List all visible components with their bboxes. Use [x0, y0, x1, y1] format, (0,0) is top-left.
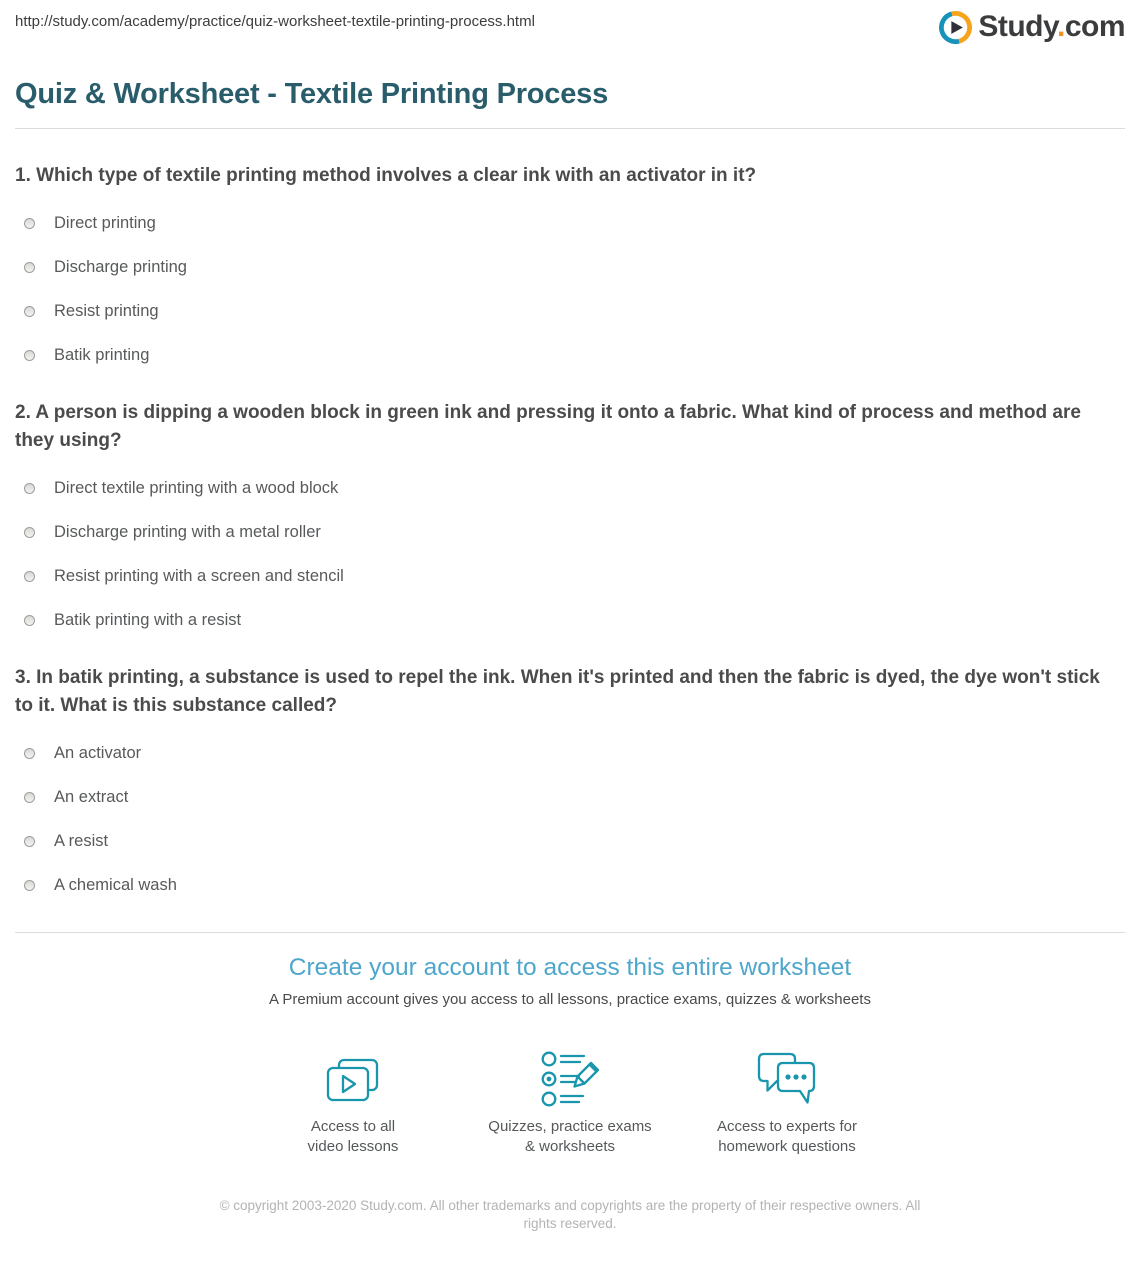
feature-label: Access to all video lessons	[307, 1118, 399, 1155]
play-circle-icon	[939, 11, 972, 44]
radio-button[interactable]	[24, 218, 35, 229]
header	[15, 0, 1125, 44]
radio-button[interactable]	[24, 748, 35, 759]
radio-button[interactable]	[24, 262, 35, 273]
radio-button[interactable]	[24, 836, 35, 847]
video-lessons-icon	[245, 1042, 462, 1108]
answer-option[interactable]: An extract	[15, 786, 1125, 808]
question-2	[15, 399, 1125, 631]
answer-option[interactable]: Batik printing	[15, 344, 1125, 366]
answer-option[interactable]: Resist printing	[15, 300, 1125, 322]
answer-option[interactable]: Discharge printing with a metal roller	[15, 521, 1125, 543]
section-divider	[15, 932, 1125, 933]
radio-button[interactable]	[24, 615, 35, 626]
title-divider	[15, 128, 1125, 129]
signup-section	[15, 954, 1125, 1157]
question-1	[15, 162, 1125, 366]
question-text: 1. Which type of textile printing method involves a clear ink with an activator in it?	[15, 165, 757, 186]
feature-label: Quizzes, practice exams & worksheets	[488, 1118, 652, 1155]
answer-option[interactable]: Batik printing with a resist	[15, 609, 1125, 631]
logo-wordmark: Study.com	[978, 10, 1125, 43]
question-text: 2. A person is dipping a wooden block in green ink and pressing it onto a fabric. What kind of process and method are they using?	[15, 402, 1081, 451]
page-url: http://study.com/academy/practice/quiz-worksheet-textile-printing-process.html	[15, 13, 535, 30]
radio-button[interactable]	[24, 306, 35, 317]
premium-description: A Premium account gives you access to all lessons, practice exams, quizzes & worksheets	[269, 991, 871, 1008]
feature-list	[15, 1042, 1125, 1157]
page-title: Quiz & Worksheet - Textile Printing Process	[15, 78, 609, 110]
answer-option[interactable]: Direct printing	[15, 212, 1125, 234]
feature-homework-experts	[679, 1042, 896, 1157]
answer-option[interactable]: Resist printing with a screen and stencil	[15, 565, 1125, 587]
quizzes-worksheets-icon	[462, 1042, 679, 1108]
radio-button[interactable]	[24, 483, 35, 494]
radio-button[interactable]	[24, 527, 35, 538]
create-account-link[interactable]: Create your account to access this entire worksheet	[288, 954, 852, 981]
radio-button[interactable]	[24, 880, 35, 891]
answer-option[interactable]: Discharge printing	[15, 256, 1125, 278]
answer-option[interactable]: An activator	[15, 742, 1125, 764]
feature-label: Access to experts for homework questions	[716, 1118, 858, 1155]
study-logo[interactable]	[939, 10, 1125, 44]
chat-experts-icon	[679, 1042, 896, 1108]
radio-button[interactable]	[24, 571, 35, 582]
question-3	[15, 664, 1125, 896]
answer-option[interactable]: A resist	[15, 830, 1125, 852]
question-text: 3. In batik printing, a substance is used to repel the ink. When it's printed and then the fabric is dyed, the dye won't stick to it. What is this substance called?	[15, 667, 1100, 716]
feature-video-lessons	[245, 1042, 462, 1157]
answer-option[interactable]: Direct textile printing with a wood block	[15, 477, 1125, 499]
feature-quizzes-worksheets	[462, 1042, 679, 1157]
radio-button[interactable]	[24, 792, 35, 803]
copyright-notice: © copyright 2003-2020 Study.com. All other trademarks and copyrights are the property of their respective owners. All rights reserved.	[219, 1198, 921, 1231]
radio-button[interactable]	[24, 350, 35, 361]
answer-option[interactable]: A chemical wash	[15, 874, 1125, 896]
